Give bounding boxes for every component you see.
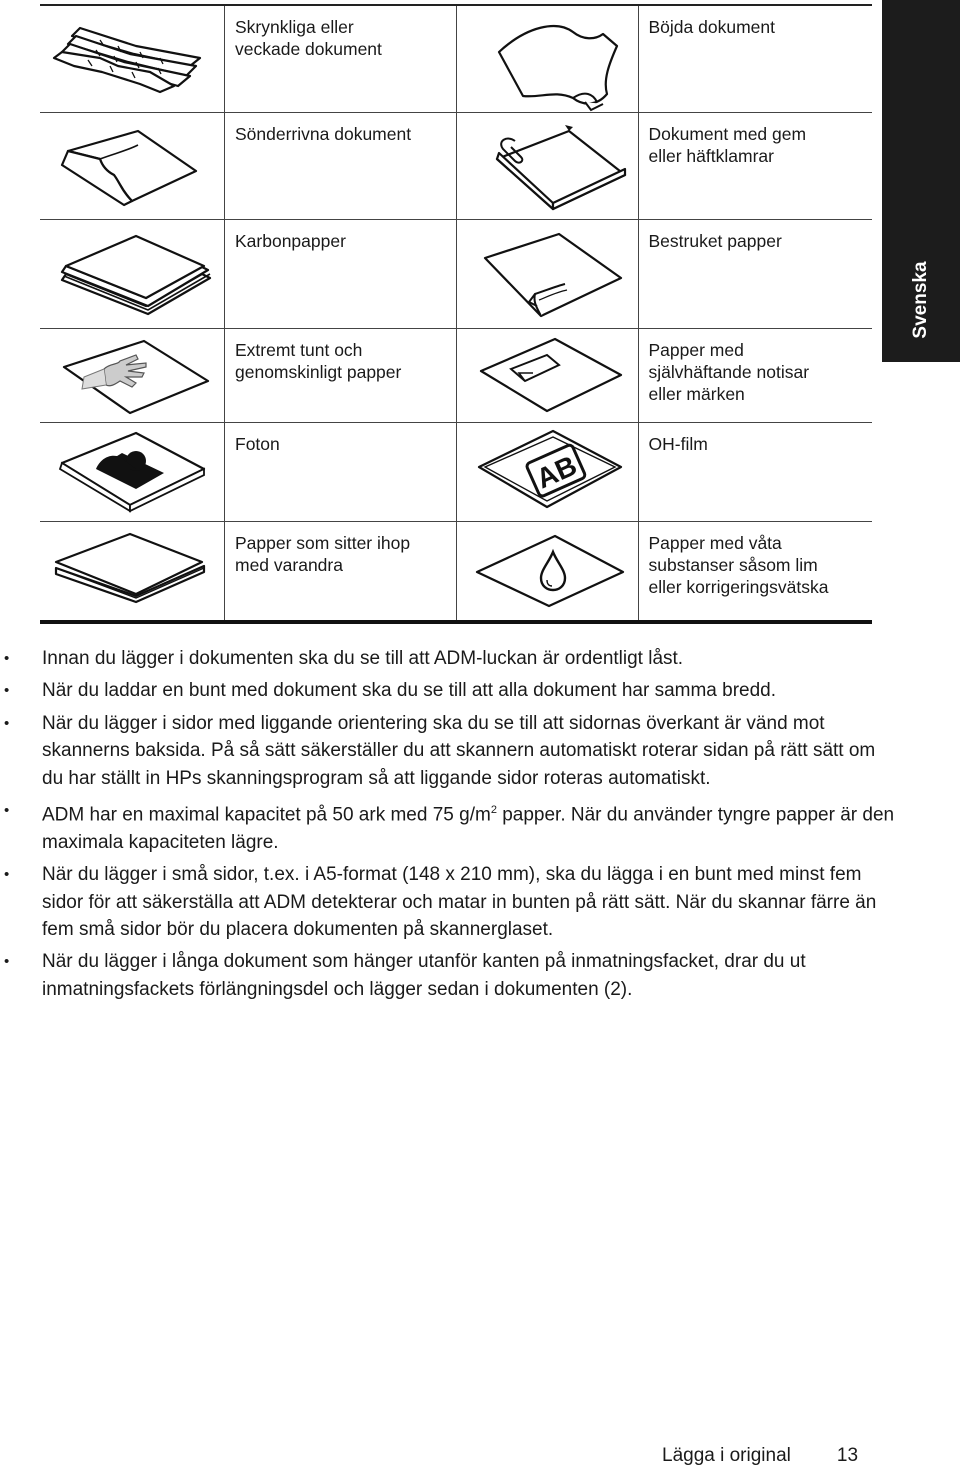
crumpled-papers-icon bbox=[40, 6, 225, 112]
photo-icon bbox=[40, 423, 225, 521]
torn-paper-icon bbox=[40, 113, 225, 219]
page-number: 13 bbox=[836, 1445, 859, 1466]
row6-right-line2: substanser såsom lim bbox=[648, 555, 818, 575]
list-item: • När du lägger i långa dokument som hänger utanför kanten på inmatningsfacket, drar du ut inmatningsfackets förlängningsdel och lägger sedan i dokumenten (2). bbox=[0, 948, 900, 1003]
table-row bbox=[40, 6, 872, 113]
superscript: 2 bbox=[490, 804, 497, 817]
table-row bbox=[40, 113, 872, 220]
row2-right-line1: Dokument med gem bbox=[648, 124, 807, 144]
table-row bbox=[40, 329, 872, 423]
paper-clip-stack-icon bbox=[457, 113, 639, 219]
thin-paper-hand-icon bbox=[40, 329, 225, 422]
svg-text:AB: AB bbox=[531, 449, 581, 495]
sticky-note-paper-icon bbox=[457, 329, 639, 422]
carbon-paper-stack-icon bbox=[40, 220, 225, 328]
transparency-ab-icon bbox=[457, 423, 639, 521]
list-item: • Innan du lägger i dokumenten ska du se till att ADM-luckan är ordentligt låst. bbox=[0, 645, 900, 672]
row2-right-line2: eller häftklamrar bbox=[648, 146, 774, 166]
language-tab-label: Svenska bbox=[910, 261, 931, 339]
row1-left-line2: veckade dokument bbox=[235, 39, 382, 59]
row1-left-line1: Skrynkliga eller bbox=[235, 17, 354, 37]
table-row bbox=[40, 220, 872, 329]
row5-left-line1: Foton bbox=[235, 434, 280, 454]
row6-right-line3: eller korrigeringsvätska bbox=[648, 577, 829, 597]
language-tab bbox=[882, 0, 960, 362]
coated-paper-icon bbox=[457, 220, 639, 328]
row4-left-line2: genomskinligt papper bbox=[235, 362, 402, 382]
curled-paper-icon bbox=[457, 6, 639, 112]
list-item: • ADM har en maximal kapacitet på 50 ark med 75 $g/m^2$ papper. När du använder tyngre papper är den maximala kapaciteten lägre. bbox=[0, 797, 900, 856]
list-item: • När du lägger i sidor med liggande orientering ska du se till att sidornas överkant är vänd mot skannerns baksida. På så sätt säkerställer du att skannern automatiskt roterar sidan på rätt sätt om du har ställt in HPs skanningsprogram så att liggande sidor roteras automatiskt. bbox=[0, 710, 900, 792]
row6-left-line2: med varandra bbox=[235, 555, 343, 575]
page-footer bbox=[662, 1445, 858, 1467]
list-item: • När du laddar en bunt med dokument ska du se till att alla dokument har samma bredd. bbox=[0, 677, 900, 704]
loading-guidelines-list bbox=[0, 645, 900, 1008]
footer-section-title: Lägga i original bbox=[662, 1445, 791, 1466]
stuck-papers-icon bbox=[40, 522, 225, 620]
row3-left-line1: Karbonpapper bbox=[235, 231, 346, 251]
wet-drop-paper-icon bbox=[457, 522, 639, 620]
table-row bbox=[40, 522, 872, 624]
row3-right-line1: Bestruket papper bbox=[648, 231, 782, 251]
row1-right-line1: Böjda dokument bbox=[648, 17, 775, 37]
row6-right-line1: Papper med våta bbox=[648, 533, 782, 553]
list-item: • När du lägger i små sidor, t.ex. i A5-format (148 x 210 mm), ska du lägga i en bunt med minst fem sidor för att säkerställa att ADM detekterar och matar in bunten på rätt sätt. När du skannar färre än fem små sidor bör du placera dokumenten på skannerglaset. bbox=[0, 861, 900, 943]
row4-right-line1: Papper med bbox=[648, 340, 744, 360]
row2-left-line1: Sönderrivna dokument bbox=[235, 124, 412, 144]
unsupported-media-table bbox=[40, 4, 872, 624]
row4-left-line1: Extremt tunt och bbox=[235, 340, 363, 360]
row4-right-line2: självhäftande notisar bbox=[648, 362, 810, 382]
row6-left-line1: Papper som sitter ihop bbox=[235, 533, 411, 553]
table-row bbox=[40, 423, 872, 522]
row4-right-line3: eller märken bbox=[648, 384, 745, 404]
row5-right-line1: OH-film bbox=[648, 434, 708, 454]
